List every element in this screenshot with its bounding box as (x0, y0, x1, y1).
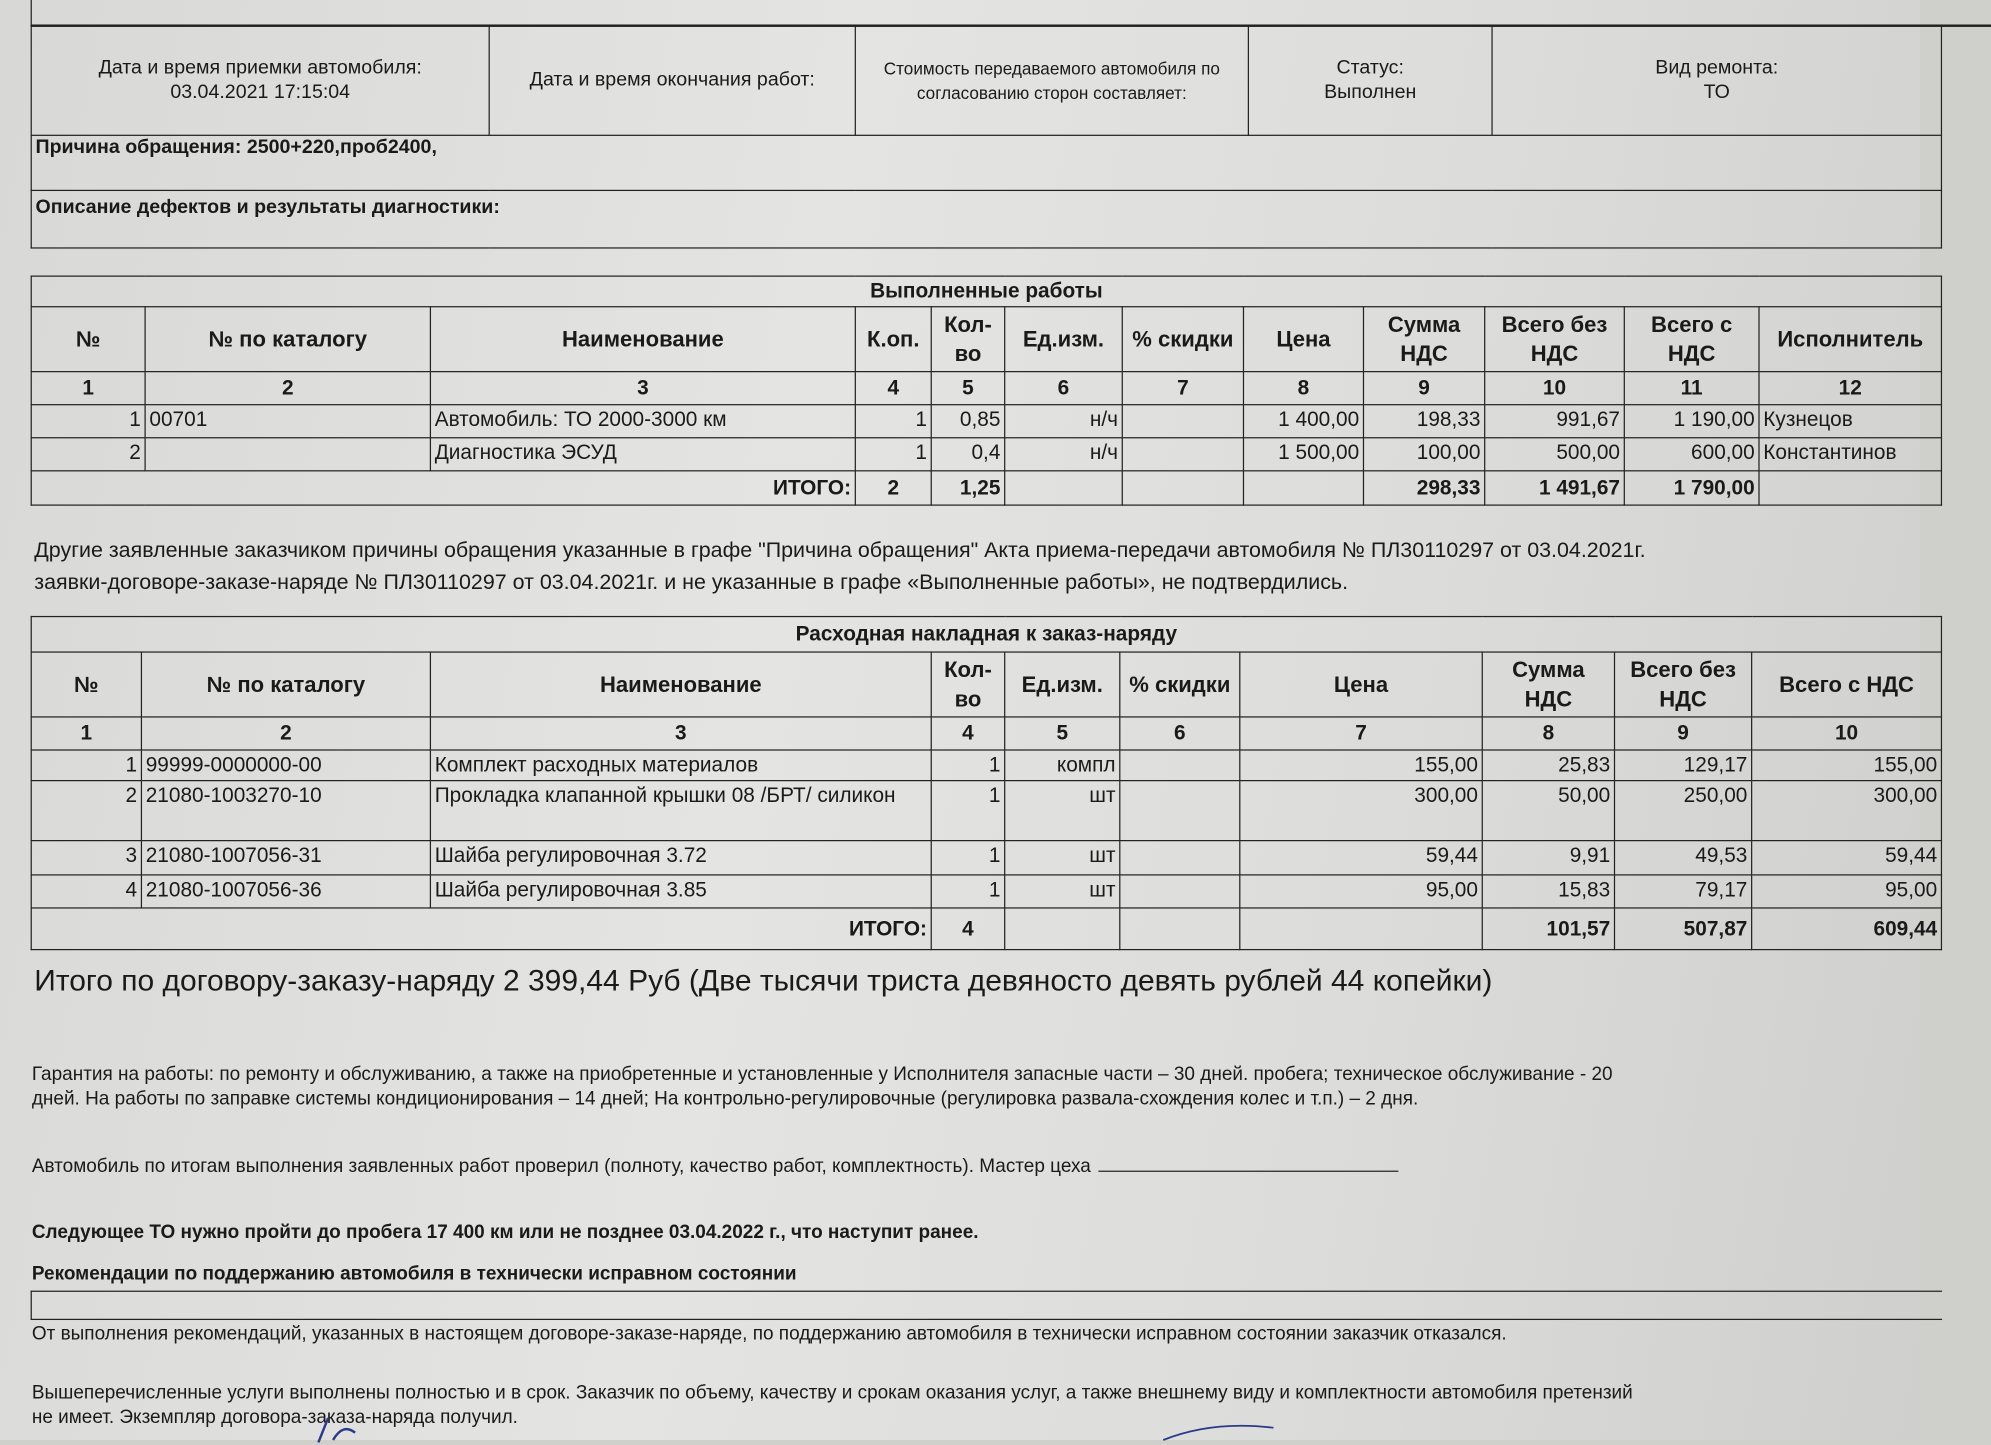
table-row (31, 875, 1941, 908)
final-line: Вышеперечисленные услуги выполнены полностью и в срок. Заказчик по объему, качеству и срокам оказания услуг, а также внешнему виду и комплектности автомобиля претензий (31, 1382, 1633, 1404)
column-number: 9 (1615, 717, 1752, 750)
column-header: Сумма НДС (1482, 652, 1614, 717)
table-cell: 00701 (145, 405, 430, 438)
table-cell: 991,67 (1485, 405, 1625, 438)
warranty-text (32, 1063, 1613, 1112)
table-row (31, 438, 1941, 471)
intake-cell (31, 25, 489, 135)
table-cell: Диагностика ЭСУД (430, 438, 855, 471)
table-cell: 250,00 (1615, 781, 1752, 841)
column-number: 1 (31, 372, 145, 405)
table-cell: шт (1005, 781, 1120, 841)
column-header: Цена (1240, 652, 1482, 717)
table-cell: Константинов (1759, 438, 1942, 471)
table-cell: 21080-1003270-10 (141, 781, 430, 841)
warranty-line: дней. На работы по заправке системы кондиционирования – 14 дней; На контрольно-регулировочные (регулировка развала-схождения колес и т.п.) – 2 дня. (31, 1088, 1419, 1110)
table-cell: 25,83 (1482, 750, 1614, 781)
table-cell (1122, 438, 1243, 471)
column-number-row (31, 717, 1941, 750)
table-cell: 1 (931, 781, 1004, 841)
table-cell: 99999-0000000-00 (141, 750, 430, 781)
total-cell: 4 (931, 908, 1004, 950)
total-label: ИТОГО: (31, 908, 931, 950)
table-cell: 4 (31, 875, 141, 908)
inspection-statement (32, 1151, 1398, 1178)
table-cell: 0,4 (931, 438, 1004, 471)
table-cell: 59,44 (1240, 841, 1482, 875)
table-cell: 95,00 (1240, 875, 1482, 908)
table-cell: 95,00 (1752, 875, 1942, 908)
table-cell: 79,17 (1615, 875, 1752, 908)
column-header: Наименование (430, 307, 855, 372)
column-number: 8 (1243, 372, 1363, 405)
table-cell: 50,00 (1482, 781, 1614, 841)
reason-field: Причина обращения: 2500+220,проб2400, (31, 135, 1941, 190)
table-title-row (31, 276, 1941, 307)
column-header: Всего с НДС (1624, 307, 1759, 372)
column-number: 12 (1759, 372, 1942, 405)
repair-value: ТО (1703, 81, 1730, 103)
table-cell: 155,00 (1240, 750, 1482, 781)
works-table (31, 276, 1943, 506)
table-cell: 21080-1007056-31 (141, 841, 430, 875)
column-header: Наименование (430, 652, 931, 717)
total-cell: 298,33 (1363, 471, 1484, 505)
column-number: 11 (1624, 372, 1759, 405)
table-cell (1122, 405, 1243, 438)
table-cell: 100,00 (1363, 438, 1484, 471)
table-cell: Кузнецов (1759, 405, 1942, 438)
column-header: Цена (1243, 307, 1363, 372)
column-number: 10 (1485, 372, 1625, 405)
column-number: 6 (1120, 717, 1240, 750)
table-cell: 59,44 (1752, 841, 1942, 875)
total-cell (1243, 471, 1363, 505)
table-cell: 1 (31, 750, 141, 781)
total-cell (1122, 471, 1243, 505)
table-row (31, 750, 1941, 781)
column-number: 10 (1752, 717, 1942, 750)
table-title: Расходная накладная к заказ-наряду (31, 617, 1941, 653)
column-number: 3 (430, 717, 931, 750)
column-header: Сумма НДС (1363, 307, 1484, 372)
column-number: 8 (1482, 717, 1614, 750)
column-header: Кол-во (931, 652, 1004, 717)
column-number: 2 (145, 372, 430, 405)
column-number: 3 (430, 372, 855, 405)
recommendations-title: Рекомендации по поддержанию автомобиля в технически исправном состоянии (31, 1263, 797, 1285)
table-cell: Шайба регулировочная 3.85 (430, 875, 931, 908)
note-paragraph (34, 534, 1645, 598)
table-cell: Автомобиль: ТО 2000-3000 км (430, 405, 855, 438)
finish-label: Дата и время окончания работ: (489, 25, 855, 135)
table-cell: 1 (855, 438, 931, 471)
column-header: № по каталогу (141, 652, 430, 717)
table-cell: Шайба регулировочная 3.72 (430, 841, 931, 875)
table-cell: н/ч (1005, 405, 1123, 438)
table-cell: 0,85 (931, 405, 1004, 438)
table-cell: 300,00 (1240, 781, 1482, 841)
column-header: Исполнитель (1759, 307, 1942, 372)
table-cell (1120, 781, 1240, 841)
column-header: № (31, 307, 145, 372)
master-signature-line (1098, 1151, 1398, 1172)
table-cell: 1 190,00 (1624, 405, 1759, 438)
table-cell (1120, 750, 1240, 781)
column-number: 2 (141, 717, 430, 750)
column-number: 6 (1005, 372, 1123, 405)
note-line: заявки-договоре-заказе-наряде № ПЛ30110297 от 03.04.2021г. и не указанные в графе «Выполненные работы», не подтвердились. (34, 569, 1349, 594)
next-service: Следующее ТО нужно пройти до пробега 17 400 км или не позднее 03.04.2022 г., что наступит ранее. (31, 1222, 979, 1243)
table-cell: 1 (855, 405, 931, 438)
total-cell (1240, 908, 1482, 950)
column-header: Ед.изм. (1005, 652, 1120, 717)
table-cell: 21080-1007056-36 (141, 875, 430, 908)
table-row (31, 841, 1941, 875)
column-number-row (31, 372, 1941, 405)
repair-label: Вид ремонта: (1655, 56, 1779, 78)
table-cell: н/ч (1005, 438, 1123, 471)
table-cell: 1 500,00 (1243, 438, 1363, 471)
parts-table (31, 616, 1942, 950)
column-number: 5 (931, 372, 1004, 405)
column-header: % скидки (1120, 652, 1240, 717)
column-header: Кол-во (931, 307, 1004, 372)
total-cell: 101,57 (1482, 908, 1614, 950)
total-cell: 1 491,67 (1485, 471, 1625, 505)
table-cell: 1 (931, 841, 1004, 875)
column-number: 5 (1005, 717, 1120, 750)
warranty-line: Гарантия на работы: по ремонту и обслуживанию, а также на приобретенные и установленные у Исполнителя запасные части – 30 дней. пробега; техническое обслуживание - 20 (31, 1064, 1613, 1085)
table-cell: 1 (931, 750, 1004, 781)
total-cell (1005, 471, 1123, 505)
total-cell: 609,44 (1752, 908, 1942, 950)
table-cell: 3 (31, 841, 141, 875)
column-header: К.оп. (855, 307, 931, 372)
table-cell: шт (1005, 875, 1120, 908)
table-cell (1120, 841, 1240, 875)
table-cell: компл (1005, 750, 1120, 781)
total-cell: 1 790,00 (1624, 471, 1759, 505)
total-row (31, 908, 1941, 950)
table-cell (1120, 875, 1240, 908)
status-cell (1248, 25, 1492, 135)
total-cell: 2 (855, 471, 931, 505)
table-cell: 198,33 (1363, 405, 1484, 438)
table-row (31, 781, 1941, 841)
column-number: 9 (1363, 372, 1484, 405)
column-header-row (31, 307, 1941, 372)
table-title: Выполненные работы (31, 276, 1941, 307)
refusal-text: От выполнения рекомендаций, указанных в настоящем договоре-заказе-наряде, по поддержанию автомобиля в технически исправном состоянии заказчик отказался. (31, 1323, 1507, 1345)
table-cell: 129,17 (1615, 750, 1752, 781)
table-title-row (31, 617, 1941, 653)
table-cell: 500,00 (1485, 438, 1625, 471)
column-header: Всего без НДС (1485, 307, 1625, 372)
repair-cell (1492, 25, 1941, 135)
total-cell (1005, 908, 1120, 950)
column-header: % скидки (1122, 307, 1243, 372)
column-number: 4 (931, 717, 1004, 750)
total-cell: 507,87 (1615, 908, 1752, 950)
table-cell: шт (1005, 841, 1120, 875)
table-cell: 600,00 (1624, 438, 1759, 471)
total-row (31, 471, 1941, 505)
cost-label: Стоимость передаваемого автомобиля по согласованию сторон составляет: (855, 25, 1248, 135)
status-label: Статус: (1336, 56, 1404, 78)
column-number: 7 (1122, 372, 1243, 405)
status-value: Выполнен (1324, 81, 1417, 103)
final-line: не имеет. Экземпляр договора-заказа-наряда получил. (31, 1406, 518, 1428)
table-cell (145, 438, 430, 471)
column-header: № (31, 652, 141, 717)
total-cell (1759, 471, 1942, 505)
grand-total: Итого по договору-заказу-наряду 2 399,44 Руб (Две тысячи триста девяносто девять рублей 44 копейки) (34, 964, 1493, 998)
note-line: Другие заявленные заказчиком причины обращения указанные в графе "Причина обращения" Акта приема-передачи автомобиля № ПЛ30110297 от 03.04.2021г. (34, 537, 1646, 563)
table-cell: 1 (31, 405, 145, 438)
total-cell (1120, 908, 1240, 950)
handwritten-signature-marks (306, 1408, 1286, 1445)
table-cell: 9,91 (1482, 841, 1614, 875)
intake-label: Дата и время приемки автомобиля: (98, 56, 422, 78)
table-cell: 49,53 (1615, 841, 1752, 875)
table-cell: 1 (931, 875, 1004, 908)
defects-field: Описание дефектов и результаты диагностики: (31, 190, 1941, 248)
column-header-row (31, 652, 1941, 717)
column-number: 4 (855, 372, 931, 405)
table-cell: 15,83 (1482, 875, 1614, 908)
table-cell: 1 400,00 (1243, 405, 1363, 438)
column-header: Всего с НДС (1752, 652, 1942, 717)
column-header: № по каталогу (145, 307, 430, 372)
table-cell: 155,00 (1752, 750, 1942, 781)
total-label: ИТОГО: (31, 471, 855, 505)
table-row (31, 405, 1941, 438)
table-cell: 2 (31, 438, 145, 471)
table-cell: Прокладка клапанной крышки 08 /БРТ/ силикон (430, 781, 931, 841)
column-header: Ед.изм. (1005, 307, 1123, 372)
intake-value: 03.04.2021 17:15:04 (170, 81, 351, 103)
column-header: Всего без НДС (1615, 652, 1752, 717)
table-cell: Комплект расходных материалов (430, 750, 931, 781)
inspection-text: Автомобиль по итогам выполнения заявленных работ проверил (полноту, качество работ, комплектность). Мастер цеха (31, 1155, 1091, 1177)
column-number: 7 (1240, 717, 1482, 750)
total-cell: 1,25 (931, 471, 1004, 505)
recommendations-box (31, 1291, 1942, 1320)
previous-table-edge (31, 0, 1991, 27)
column-number: 1 (31, 717, 141, 750)
header-table (31, 24, 1942, 248)
table-cell: 300,00 (1752, 781, 1942, 841)
table-cell: 2 (31, 781, 141, 841)
